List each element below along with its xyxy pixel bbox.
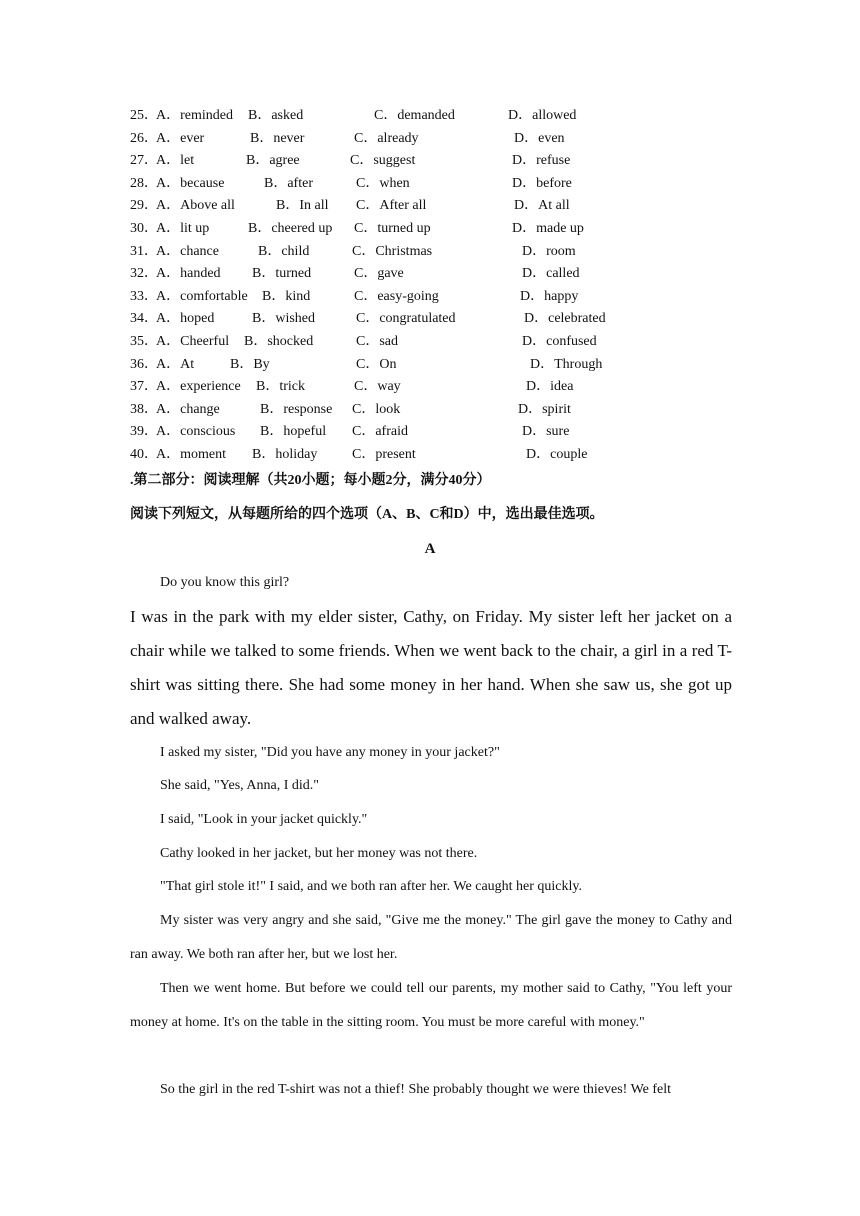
option-a: A．chance — [156, 243, 219, 259]
passage-paragraph: So the girl in the red T-shirt was not a thief! She probably thought we were thieves! We felt — [160, 1082, 672, 1097]
option-a: A．comfortable — [156, 288, 248, 304]
option-c: C．Christmas — [352, 243, 433, 259]
option-b: B．agree — [246, 153, 300, 169]
option-a: A．ever — [156, 130, 205, 146]
option-a: A．conscious — [156, 424, 236, 440]
option-a: A．lit up — [156, 221, 210, 236]
option-d: D．made up — [512, 221, 584, 236]
passage-paragraph: "That girl stole it!" I said, and we both ran after her. We caught her quickly. — [160, 879, 583, 894]
option-d: D．sure — [522, 424, 570, 440]
option-a: A．reminded — [156, 108, 233, 123]
question-number: 29． — [130, 198, 158, 214]
passage-paragraph: She said, "Yes, Anna, I did." — [160, 778, 319, 793]
question-number: 39． — [130, 424, 158, 440]
option-a: A．because — [156, 175, 225, 191]
option-c: C．afraid — [352, 424, 408, 440]
question-number: 36． — [130, 356, 158, 372]
passage-label: A — [424, 541, 436, 557]
option-c: C．turned up — [354, 221, 431, 236]
option-a: A．experience — [156, 379, 241, 395]
option-d: D．spirit — [518, 401, 571, 417]
option-c: C．when — [356, 175, 410, 191]
option-d: D．Through — [530, 356, 603, 372]
option-a: A．Above all — [156, 198, 235, 214]
option-c: C．present — [352, 447, 416, 462]
option-c: C．way — [354, 379, 401, 395]
option-c: C．already — [354, 130, 419, 146]
question-number: 30． — [130, 221, 158, 236]
option-c: C．On — [356, 356, 397, 372]
option-d: D．even — [514, 130, 565, 146]
option-b: B．By — [230, 356, 270, 372]
question-number: 34． — [130, 311, 158, 327]
option-b: B．hopeful — [260, 424, 327, 440]
option-b: B．never — [250, 130, 305, 146]
question-number: 32． — [130, 266, 158, 282]
option-d: D．happy — [520, 288, 579, 304]
option-a: A．moment — [156, 447, 226, 462]
question-number: 25． — [130, 108, 158, 123]
option-d: D．allowed — [508, 108, 577, 123]
option-d: D．refuse — [512, 153, 571, 169]
option-b: B．cheered up — [248, 221, 333, 236]
question-number: 26． — [130, 130, 158, 146]
passage-paragraph: Then we went home. But before we could tell our parents, my mother said to Cathy, "You left your money at home. It's on the table in the sitting room. You must be more careful with money." — [130, 981, 732, 1030]
section2-instruction: 阅读下列短文，从每题所给的四个选项（A、B、C和D）中，选出最佳选项。 — [130, 507, 604, 522]
option-d: D．idea — [526, 379, 574, 395]
passage-paragraph: I was in the park with my elder sister, Cathy, on Friday. My sister left her jacket on a chair while we talked to some friends. When we went back to the chair, a girl in a red T-shirt was sitting there. She had some money in her hand. When she saw us, she got up and walked away. — [130, 607, 732, 728]
option-c: C．suggest — [350, 153, 416, 169]
option-b: B．In all — [276, 198, 329, 214]
option-b: B．turned — [252, 266, 312, 282]
option-a: A．At — [156, 356, 195, 372]
option-c: C．look — [352, 401, 401, 417]
option-c: C．After all — [356, 198, 427, 214]
question-number: 40． — [130, 447, 158, 462]
passage-paragraph: I asked my sister, "Did you have any money in your jacket?" — [160, 745, 500, 760]
section2-heading: .第二部分：阅读理解（共20小题；每小题2分，满分40分） — [130, 473, 491, 488]
option-a: A．let — [156, 153, 195, 169]
question-number: 27． — [130, 153, 158, 169]
option-d: D．before — [512, 175, 572, 191]
question-number: 28． — [130, 175, 158, 191]
option-b: B．kind — [262, 288, 311, 304]
option-b: B．trick — [256, 379, 305, 395]
question-number: 38． — [130, 401, 158, 417]
question-number: 35． — [130, 334, 158, 349]
option-c: C．congratulated — [356, 311, 456, 327]
option-d: D．called — [522, 266, 580, 282]
option-d: D．couple — [526, 447, 588, 462]
passage-paragraph: My sister was very angry and she said, "Give me the money." The girl gave the money to Cathy and ran away. We both ran after her, but we lost her. — [130, 913, 732, 962]
option-c: C．demanded — [374, 108, 455, 123]
passage-paragraph: Cathy looked in her jacket, but her money was not there. — [160, 846, 478, 861]
question-number: 37． — [130, 379, 158, 395]
option-b: B．response — [260, 401, 333, 417]
option-c: C．easy-going — [354, 288, 439, 304]
option-a: A．Cheerful — [156, 334, 230, 349]
option-b: B．asked — [248, 108, 304, 123]
passage-title: Do you know this girl? — [160, 575, 290, 590]
option-d: D．celebrated — [524, 311, 606, 327]
option-b: B．after — [264, 175, 313, 191]
option-b: B．holiday — [252, 447, 318, 462]
passage-paragraph: I said, "Look in your jacket quickly." — [160, 812, 368, 827]
question-number: 31． — [130, 243, 158, 259]
option-b: B．wished — [252, 311, 315, 327]
option-c: C．sad — [356, 334, 398, 349]
option-c: C．gave — [354, 266, 404, 282]
option-d: D．At all — [514, 198, 570, 214]
option-d: D．room — [522, 243, 576, 259]
option-d: D．confused — [522, 334, 597, 349]
option-a: A．handed — [156, 266, 221, 282]
option-a: A．change — [156, 401, 220, 417]
option-b: B．child — [258, 243, 310, 259]
question-number: 33． — [130, 288, 158, 304]
option-b: B．shocked — [244, 334, 314, 349]
option-a: A．hoped — [156, 311, 215, 327]
